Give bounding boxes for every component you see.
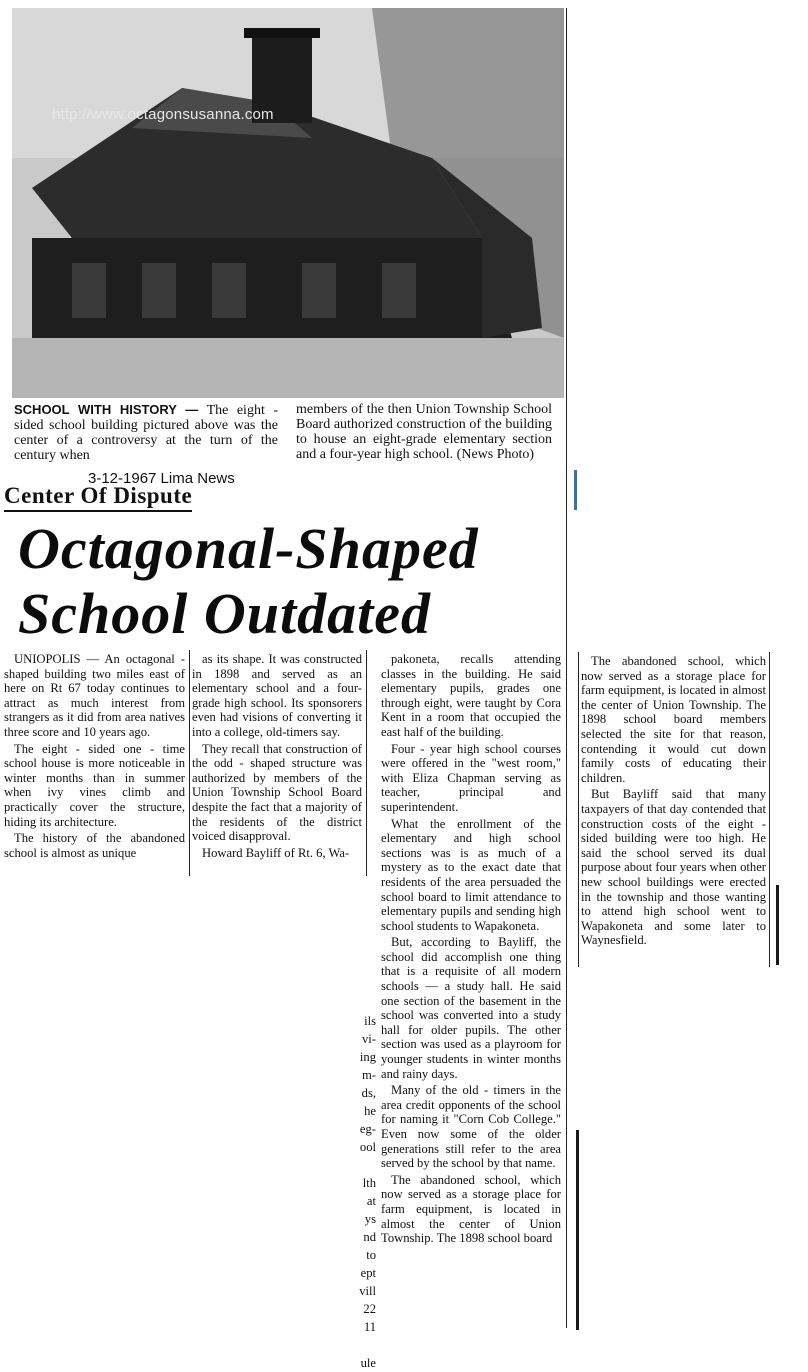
paragraph: But Bayliff said that many taxpayers of that day contended that construction costs of the eight - sided building were too high. He said the school served its dual purpose about four years when other new school buildings were erected in the township and those wanting to attend high school went to Wapakoneta and some later to Waynesfield. [581, 787, 766, 948]
fragment-line: ept [360, 1266, 376, 1280]
paragraph: The abandoned school, which now served as a storage place for farm equipment, is located in almost the center of Union Township. The 1898 school board [381, 1172, 561, 1246]
article-column-4 [581, 654, 766, 948]
caption-left [14, 402, 278, 463]
article-column-3 [381, 652, 561, 1246]
fragment-line: ing [359, 1050, 376, 1064]
fragment-line [340, 1336, 376, 1354]
paragraph: as its shape. It was constructed in 1898 and served as an elementary school and a four-grade high school. Its sponsorers even had visions of converting it into a college, old-timers say. [192, 652, 362, 739]
clipped-adjacent-article [340, 1012, 376, 1372]
fragment-line: he [364, 1104, 376, 1118]
paragraph: Four - year high school courses were offered in the "west room," with Eliza Chapman serving as teacher, principal and superintendent. [381, 741, 561, 814]
school-photo [12, 8, 564, 398]
column-rule [578, 652, 579, 967]
fragment-line: eg- [359, 1122, 376, 1136]
fragment-line: 22 [363, 1302, 376, 1316]
paragraph: UNIOPOLIS — An octagonal - shaped building two miles east of here on Rt 67 today continues to attract as much interest from strangers as it did from area natives three score and 10 years ago. [4, 652, 185, 739]
caption-lead: SCHOOL WITH HISTORY — [14, 402, 199, 417]
fragment-line: ys [364, 1212, 376, 1226]
column-rule [366, 650, 367, 876]
school-building-image [12, 8, 564, 398]
headline-line2: School Outdated [18, 581, 431, 646]
edge-bar [576, 1130, 579, 1330]
article-column-1 [4, 652, 185, 860]
fragment-line: nd [363, 1230, 376, 1244]
paragraph: The eight - sided one - time school house is more noticeable in winter months than in summer when ivy vines climb and practically cover the structure, hiding its architecture. [4, 741, 185, 829]
paragraph: The history of the abandoned school is almost as unique [4, 831, 185, 860]
column-rule [189, 650, 190, 876]
column-rule [769, 652, 770, 967]
paragraph: Many of the old - timers in the area credit opponents of the school for naming it "Corn Cob College." Even now some of the older generations still refer to the area served by the school by that name. [381, 1083, 561, 1171]
page-column-rule [566, 8, 567, 1328]
fragment-line: vi- [362, 1032, 376, 1046]
dateline: 3-12-1967 Lima News [88, 470, 235, 487]
fragment-line: m- [362, 1068, 376, 1082]
fragment-line: lth [362, 1176, 376, 1190]
caption-right-text: members of the then Union Township School Board authorized construction of the building to house an eight-grade elementary section and a four-year high school. [296, 402, 552, 462]
paragraph: pakoneta, recalls attending classes in the building. He said elementary pupils, grades one through eight, were taught by Cora Kent in a room that occupied the east half of the building. [381, 652, 561, 739]
caption-right [296, 402, 552, 462]
fragment-line: ds, [361, 1086, 376, 1100]
fragment-line [340, 1156, 376, 1174]
paragraph: Howard Bayliff of Rt. 6, Wa- [202, 845, 350, 860]
edge-bar [574, 470, 577, 510]
fragment-line: 11 [363, 1320, 376, 1334]
paragraph: The abandoned school, which now served as a storage place for farm equipment, is located in almost the center of Union Township. The 1898 school board members selected the site for that reason, contending it would cut down family costs of educating their children. [581, 654, 766, 785]
fragment-line: ool [359, 1140, 376, 1154]
fragment-line: to [366, 1248, 376, 1262]
fragment-line: vill [359, 1284, 376, 1298]
fragment-line: ils [364, 1014, 376, 1028]
article-column-2 [192, 652, 362, 860]
paragraph: What the enrollment of the elementary and high school sections was is as much of a mystery as to the exact date that residents of the area persuaded the school board to limit attendance to elementary pupils and sending high school students to Wapakoneta. [381, 816, 561, 933]
edge-bar [776, 885, 779, 965]
kicker: Center Of Dispute [4, 483, 192, 512]
fragment-line: ule [360, 1356, 376, 1370]
caption-credit: (News Photo) [456, 447, 535, 462]
paragraph: But, according to Bayliff, the school did accomplish one thing that is a requisite of all modern schools — a study hall. He said one section of the basement in the school was converted into a study hall for older pupils. The other section was used as a playroom for younger students in winter months and rainy days. [381, 935, 561, 1081]
paragraph: They recall that construction of the odd - shaped structure was authorized by members of the Union Township School Board despite the fact that a majority of the residents of the district voiced disapproval. [192, 741, 362, 844]
caption-left-text: The eight - sided school building pictured above was the center of a controversy at the turn of the century when [14, 403, 279, 463]
watermark: http://www.octagonsusanna.com [52, 106, 274, 123]
fragment-line: at [366, 1194, 376, 1208]
headline-line1: Octagonal-Shaped [18, 516, 479, 581]
